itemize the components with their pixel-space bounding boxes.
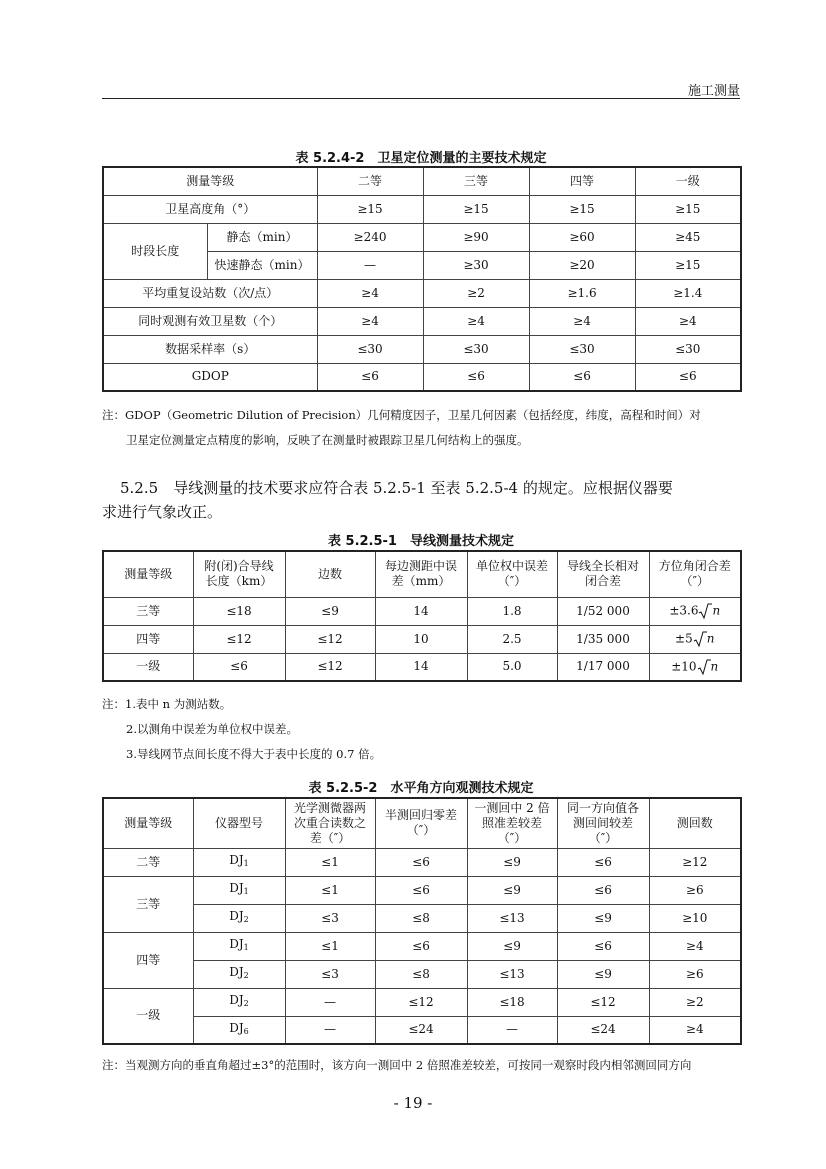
table-cell: ≤1 [285,932,375,960]
table3-caption: 表 5.2.5-2 水平角方向观测技术规定 [308,781,534,796]
table-cell: ≤30 [635,335,741,363]
instrument-cell: $DJ_2$ [193,988,285,1016]
table-cell: ≤24 [375,1016,467,1044]
table-row [103,904,741,932]
table1-header-cell: 二等 [317,167,423,195]
table2-header-row [103,551,741,597]
table-cell: ≥4 [423,307,529,335]
table3-header-cell: 同一方向值各 测回间较差 （″） [557,798,649,848]
azimuth-closure-cell: ±5 n [649,625,741,653]
sqrt-icon [697,659,711,675]
table-cell: ≤12 [375,988,467,1016]
table-cell: — [317,251,423,279]
table-cell: ≥15 [635,251,741,279]
table-row [103,932,741,960]
page-number: - 19 - [393,1094,433,1112]
table1-header-row [103,167,741,195]
table-cell: ≤9 [467,876,557,904]
row-label: 同时观测有效卫星数（个） [103,307,317,335]
table-cell: ≤8 [375,904,467,932]
row-label: GDOP [103,363,317,391]
instrument-cell: $DJ_1$ [193,876,285,904]
table-cell: ≥20 [529,251,635,279]
table2-header-cell: 方位角闭合差 （″） [649,551,741,597]
table1-note: 注：GDOP（Geometric Dilution of Precision）几何精度因子，卫星几何因素（包括经度，纬度，高程和时间）对 [102,408,701,422]
table2-note: 注：1.表中 n 为测站数。 [102,697,232,711]
row-label: 数据采样率（s） [103,335,317,363]
table-cell: ≥4 [529,307,635,335]
row-group-label: 时段长度 [103,223,207,279]
running-header: 施工测量 [687,84,740,99]
table1-caption: 表 5.2.4-2 卫星定位测量的主要技术规定 [295,151,547,166]
row-label: 快速静态（min） [207,251,317,279]
table-cell: ≤9 [557,960,649,988]
table-cell: ≥4 [649,932,741,960]
table-cell: ≤6 [423,363,529,391]
table2-note: 3.导线网节点间长度不得大于表中长度的 0.7 倍。 [126,747,382,761]
table-cell: ≤13 [467,904,557,932]
row-label: 静态（min） [207,223,317,251]
table3-header-cell: 仪器型号 [193,798,285,848]
table-row [103,653,741,681]
table-row [103,597,741,625]
table2-caption: 表 5.2.5-1 导线测量技术规定 [328,534,514,549]
table-cell: ≤6 [375,876,467,904]
table-cell: ≥240 [317,223,423,251]
table-cell: ≥60 [529,223,635,251]
table-cell: 1.8 [467,597,557,625]
sqrt-icon [693,631,707,647]
instrument-cell: $DJ_1$ [193,932,285,960]
table-cell: 三等 [103,597,193,625]
table2 [102,550,742,682]
table-cell: ≤12 [285,653,375,681]
table-row [103,223,741,251]
table-cell: ≤6 [375,932,467,960]
table-cell: ≥15 [529,195,635,223]
table-cell: ≤1 [285,848,375,876]
table-row [103,1016,741,1044]
instrument-cell: $DJ_2$ [193,960,285,988]
table-cell: ≤18 [467,988,557,1016]
instrument-cell: $DJ_1$ [193,848,285,876]
table3-header-cell: 半测回归零差 （″） [375,798,467,848]
table-row [103,335,741,363]
table2-header-cell: 附(闭)合导线 长度（km） [193,551,285,597]
table-cell: ≤12 [193,625,285,653]
table-cell: ≥15 [423,195,529,223]
table-cell: 一级 [103,653,193,681]
table2-header-cell: 每边测距中误 差（mm） [375,551,467,597]
table-row [103,307,741,335]
table2-header-cell: 边数 [285,551,375,597]
grade-cell: 三等 [103,876,193,932]
table-cell: ≤6 [557,848,649,876]
table-cell: ≤6 [317,363,423,391]
table1 [102,166,742,392]
table1-note-continued: 卫星定位测量定点精度的影响，反映了在测量时被跟踪卫星几何结构上的强度。 [126,433,529,447]
table-cell: ≤18 [193,597,285,625]
table-cell: ≤24 [557,1016,649,1044]
clause-line-1 [102,476,742,500]
table3-header-cell: 测回数 [649,798,741,848]
table-row [103,960,741,988]
table1-header-cell: 四等 [529,167,635,195]
table1-header-cell: 三等 [423,167,529,195]
table-cell: ≤30 [529,335,635,363]
table-cell: 四等 [103,625,193,653]
azimuth-closure-cell: ±10 n [649,653,741,681]
table-cell: ≥45 [635,223,741,251]
table-cell: ≤13 [467,960,557,988]
table-cell: 14 [375,653,467,681]
table-row [103,363,741,391]
instrument-cell: $DJ_2$ [193,904,285,932]
table-cell: ≥4 [649,1016,741,1044]
table-cell: ≤6 [375,848,467,876]
row-label: 平均重复设站数（次/点） [103,279,317,307]
sqrt-icon [698,603,712,619]
table-cell: ≤6 [557,932,649,960]
instrument-cell: $DJ_6$ [193,1016,285,1044]
table3 [102,797,742,1045]
table-cell: — [285,1016,375,1044]
table-cell: — [467,1016,557,1044]
table-cell: ≤6 [193,653,285,681]
table-cell: 1/52 000 [557,597,649,625]
table-row [103,195,741,223]
table1-header-cell: 测量等级 [103,167,317,195]
table-cell: 14 [375,597,467,625]
table-cell: ≤9 [285,597,375,625]
table2-header-cell: 测量等级 [103,551,193,597]
table-cell: ≤6 [529,363,635,391]
table-cell: ≥2 [423,279,529,307]
table-cell: ≤6 [635,363,741,391]
clause-line-2: 求进行气象改正。 [102,503,223,521]
table-cell: — [285,988,375,1016]
table-cell: ≤9 [467,932,557,960]
table2-header-cell: 单位权中误差 （″） [467,551,557,597]
clause-paragraph [102,476,742,524]
table-cell: ≥90 [423,223,529,251]
table-cell: ≥30 [423,251,529,279]
table-cell: ≥15 [635,195,741,223]
table-cell: ≥1.6 [529,279,635,307]
table-cell: ≥12 [649,848,741,876]
grade-cell: 二等 [103,848,193,876]
table-cell: ≥2 [649,988,741,1016]
table2-note: 2.以测角中误差为单位权中误差。 [126,722,298,736]
table-cell: 1/17 000 [557,653,649,681]
table-cell: 5.0 [467,653,557,681]
table3-header-row [103,798,741,848]
table-row [103,876,741,904]
table3-header-cell: 光学测微器两 次重合读数之 差（″） [285,798,375,848]
row-label: 卫星高度角（°） [103,195,317,223]
table-row [103,848,741,876]
table3-note: 注：当观测方向的垂直角超过±3°的范围时，该方向一测回中 2 倍照准差较差，可按同一观察时段内相邻测回同方向 [102,1058,692,1072]
table3-header-cell: 一测回中 2 倍 照准差较差 （″） [467,798,557,848]
table-cell: ≥10 [649,904,741,932]
table-cell: ≥4 [317,307,423,335]
table-cell: ≤1 [285,876,375,904]
table-cell: ≤3 [285,960,375,988]
table-cell: ≥1.4 [635,279,741,307]
table3-header-cell: 测量等级 [103,798,193,848]
table-row [103,279,741,307]
azimuth-closure-cell: ±3.6 n [649,597,741,625]
grade-cell: 一级 [103,988,193,1044]
table-cell: ≤30 [423,335,529,363]
table-cell: ≥6 [649,876,741,904]
table-cell: ≤12 [285,625,375,653]
table1-header-cell: 一级 [635,167,741,195]
header-rule [102,98,740,99]
clause-text: 导线测量的技术要求应符合表 5.2.5-1 至表 5.2.5-4 的规定。应根据仪器要 [173,479,673,497]
table-cell: ≤9 [557,904,649,932]
table-cell: 2.5 [467,625,557,653]
table-cell: ≤12 [557,988,649,1016]
table-cell: ≥15 [317,195,423,223]
table-cell: ≥6 [649,960,741,988]
table-row [103,625,741,653]
table-cell: ≤8 [375,960,467,988]
table-cell: ≤30 [317,335,423,363]
table-cell: ≤9 [467,848,557,876]
table-cell: ≥4 [317,279,423,307]
table2-header-cell: 导线全长相对 闭合差 [557,551,649,597]
table-row [103,988,741,1016]
table-cell: ≤3 [285,904,375,932]
table-cell: 1/35 000 [557,625,649,653]
clause-number: 5.2.5 [120,479,159,497]
table-cell: 10 [375,625,467,653]
grade-cell: 四等 [103,932,193,988]
table-cell: ≤6 [557,876,649,904]
table-cell: ≥4 [635,307,741,335]
